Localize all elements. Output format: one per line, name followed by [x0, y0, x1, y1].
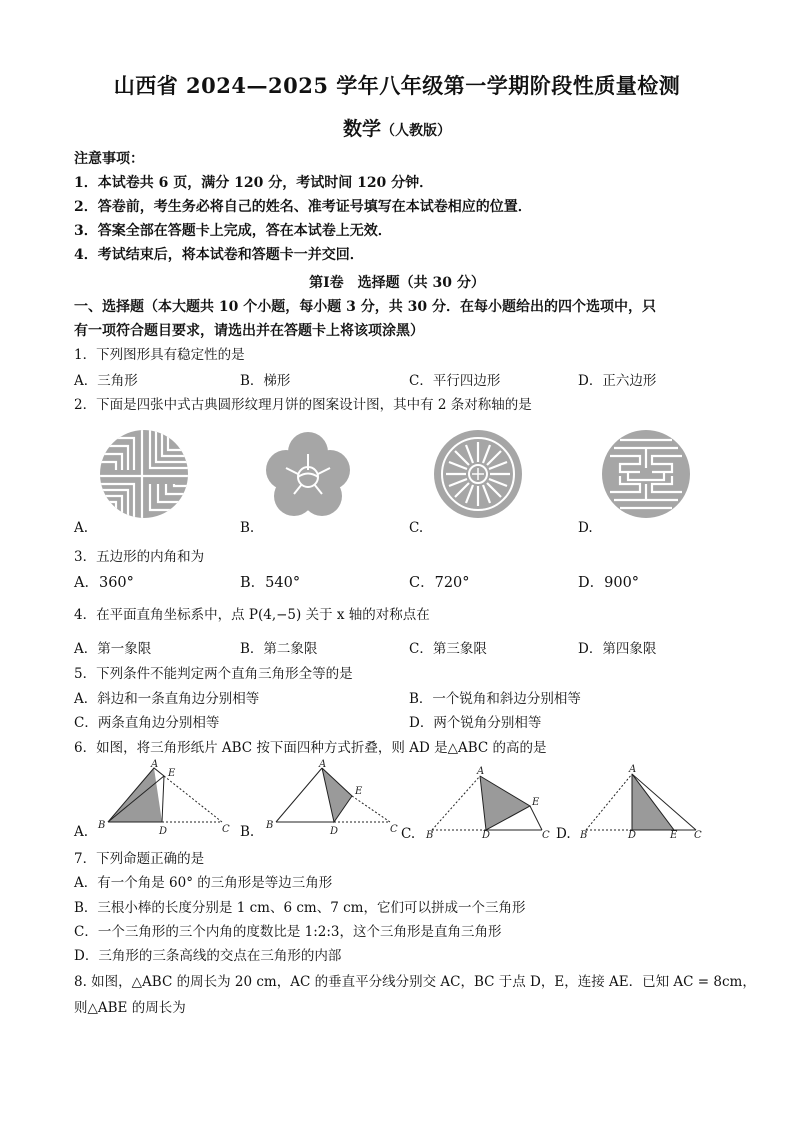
fold-figure-b: [262, 758, 407, 838]
section-intro: 有一项符合题目要求，请选出并在答题卡上将该项涂黑）: [74, 323, 424, 339]
edition-label: （人教版）: [381, 123, 451, 139]
vertex-c-label: C: [222, 824, 230, 835]
vertex-b-label: B: [98, 820, 106, 831]
option-d: D.: [556, 826, 571, 842]
fold-figure-a: [94, 758, 239, 838]
vertex-a-label: A: [477, 766, 485, 777]
notice-item: 4．考试结束后，将本试卷和答题卡一并交回．: [74, 247, 364, 263]
pattern-figure-b: [262, 430, 354, 522]
notice-item: 2．答卷前，考生务必将自己的姓名、准考证号填写在本试卷相应的位置．: [74, 199, 532, 215]
option-a: A．有一个角是 60° 的三角形是等边三角形: [74, 875, 333, 891]
section-title: 第Ⅰ卷 选择题（共 30 分）: [309, 275, 485, 291]
pattern-figure-c: [432, 428, 524, 520]
fold-figure-d: [580, 758, 710, 838]
option-a: A．三角形: [74, 373, 138, 389]
option-b: B．梯形: [240, 373, 291, 389]
question-stem: 8. 如图，△ABC 的周长为 20 cm，AC 的垂直平分线分别交 AC，BC 于点 D，E，连接 AE．已知 AC = 8cm，: [74, 974, 756, 990]
option-c: C．平行四边形: [409, 373, 501, 389]
vertex-d-label: D: [159, 826, 168, 837]
option-d: D.: [578, 520, 593, 536]
option-b: B.: [240, 824, 255, 840]
option-b: B．第二象限: [240, 641, 318, 657]
vertex-e-label: E: [355, 786, 363, 797]
subject-name: 数学: [342, 118, 381, 140]
section-intro: 一、选择题（本大题共 10 个小题，每小题 3 分，共 30 分．在每小题给出的四个选项中，只: [74, 299, 656, 315]
exam-title: 山西省 2024—2025 学年八年级第一学期阶段性质量检测: [113, 73, 681, 98]
question-stem: 2．下面是四张中式古典圆形纹理月饼的图案设计图，其中有 2 条对称轴的是: [74, 397, 532, 413]
option-b: B．一个锐角和斜边分别相等: [409, 691, 581, 707]
question-stem: 6．如图，将三角形纸片 ABC 按下面四种方式折叠，则 AD 是△ABC 的高的是: [74, 740, 547, 756]
option-c: C．两条直角边分别相等: [74, 715, 220, 731]
option-c: C．720°: [409, 575, 470, 591]
vertex-d-label: D: [482, 830, 491, 838]
option-b: B．三根小棒的长度分别是 1 cm、6 cm、7 cm，它们可以拼成一个三角形: [74, 900, 526, 916]
vertex-b-label: B: [580, 830, 588, 838]
vertex-d-label: D: [330, 826, 339, 837]
pattern-figure-d: [600, 428, 692, 520]
vertex-b-label: B: [266, 820, 274, 831]
option-b: B．540°: [240, 575, 301, 591]
option-c: C．第三象限: [409, 641, 487, 657]
option-b: B.: [240, 520, 255, 536]
option-a: A.: [74, 824, 89, 840]
vertex-e-label: E: [532, 797, 540, 808]
vertex-a-label: A: [319, 759, 327, 770]
option-a: A．斜边和一条直角边分别相等: [74, 691, 260, 707]
vertex-a-label: A: [629, 764, 637, 775]
notice-item: 1．本试卷共 6 页，满分 120 分，考试时间 120 分钟．: [74, 175, 434, 191]
option-d: D．三角形的三条高线的交点在三角形的内部: [74, 948, 342, 964]
notice-heading: 注意事项：: [74, 151, 144, 167]
option-d: D．正六边形: [578, 373, 657, 389]
option-a: A．第一象限: [74, 641, 152, 657]
vertex-b-label: B: [426, 830, 434, 838]
vertex-c-label: C: [390, 824, 398, 835]
vertex-c-label: C: [542, 830, 550, 838]
question-stem: 则△ABE 的周长为: [74, 1000, 186, 1016]
question-stem: 3．五边形的内角和为: [74, 549, 205, 565]
fold-figure-c: [422, 758, 562, 838]
vertex-c-label: C: [694, 830, 702, 838]
option-a: A．360°: [74, 575, 134, 591]
notice-item: 3．答案全部在答题卡上完成，答在本试卷上无效．: [74, 223, 392, 239]
question-stem: 7．下列命题正确的是: [74, 851, 205, 867]
question-stem: 1．下列图形具有稳定性的是: [74, 347, 245, 363]
option-d: D．两个锐角分别相等: [409, 715, 542, 731]
option-c: C.: [401, 826, 416, 842]
question-stem: 4．在平面直角坐标系中，点 P(4,−5) 关于 x 轴的对称点在: [74, 607, 430, 623]
option-d: D．900°: [578, 575, 640, 591]
question-stem: 5．下列条件不能判定两个直角三角形全等的是: [74, 666, 353, 682]
vertex-a-label: A: [151, 759, 159, 770]
option-c: C．一个三角形的三个内角的度数比是 1:2:3，这个三角形是直角三角形: [74, 924, 502, 940]
option-c: C.: [409, 520, 424, 536]
vertex-e-label: E: [670, 830, 678, 838]
option-a: A.: [74, 520, 89, 536]
vertex-e-label: E: [168, 768, 176, 779]
option-d: D．第四象限: [578, 641, 657, 657]
pattern-figure-a: [98, 428, 190, 520]
vertex-d-label: D: [628, 830, 637, 838]
subject-title: [0, 114, 794, 141]
